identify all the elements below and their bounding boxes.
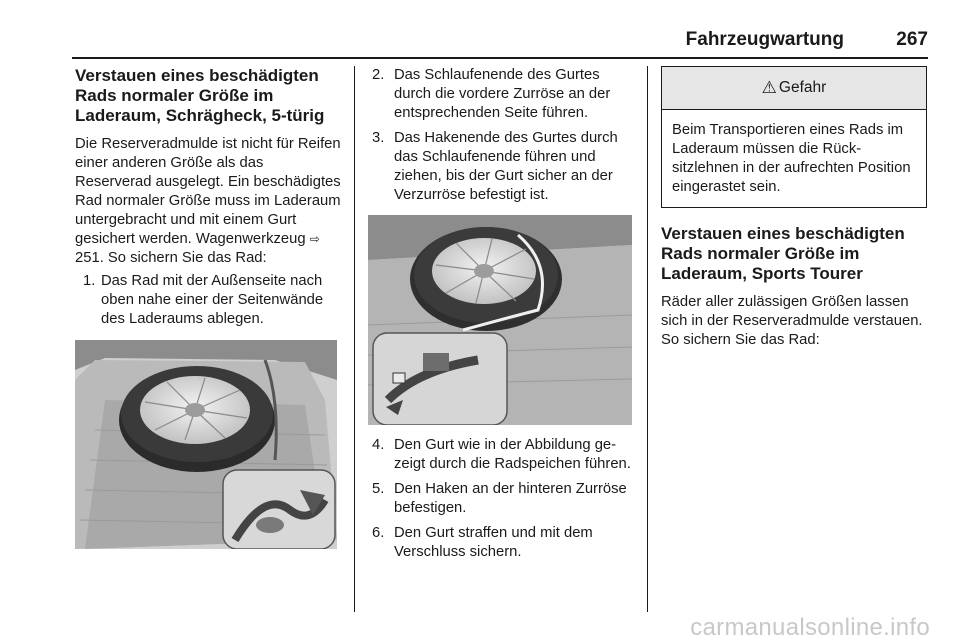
section-heading-sports-tourer: Verstauen eines beschädigten Rads normaler Größe im Laderaum, Sports Tourer — [661, 224, 905, 283]
list-item: 1. Das Rad mit der Außenseite nach oben nahe einer der Seitenwände des Laderaums ablegen. — [83, 273, 324, 327]
steps-list-2 — [368, 66, 634, 205]
page-reference-arrow-icon: ⇨ — [309, 232, 320, 246]
column-3 — [661, 66, 927, 350]
figure-strap-through-eyelet — [368, 215, 632, 425]
column-divider-2 — [647, 66, 648, 612]
section-heading-hatchback: Verstauen eines beschädigten Rads normaler Größe im Laderaum, Schrägheck, 5-türig — [75, 66, 325, 125]
steps-list-1 — [75, 272, 341, 329]
danger-title: Gefahr — [778, 79, 827, 96]
list-item: 3. Das Hakenende des Gurtes durch das Schlaufenende führen und ziehen, bis der Gurt sicher an der Verzurröse befestigt ist. — [372, 130, 618, 203]
list-item: 6. Den Gurt straffen und mit dem Verschluss sichern. — [372, 525, 593, 560]
page-number: 267 — [896, 29, 928, 50]
warning-triangle-icon: ⚠ — [761, 78, 777, 97]
danger-box — [661, 66, 927, 208]
figure-wheel-in-trunk-hatchback — [75, 340, 337, 549]
danger-box-header — [662, 67, 926, 110]
strap-eyelet-illustration — [368, 215, 632, 425]
column-2 — [368, 66, 634, 562]
column-1 — [75, 66, 341, 549]
intro-paragraph: Die Reserveradmulde ist nicht für Reifen einer anderen Größe als das Reserverad ausgelegt. Ein beschädigtes Rad normaler Größe muss im Laderaum untergebracht und mit einem Gurt gesichert werden. Wagenwerkzeug ⇨ 251. So sichern Sie das Rad: — [75, 136, 341, 266]
sports-tourer-paragraph: Räder aller zulässigen Größen lassen sich in der Reserveradmulde verstauen. So sichern Sie das Rad: — [661, 294, 923, 348]
page-header — [72, 27, 928, 57]
chapter-title: Fahrzeugwartung — [685, 29, 844, 50]
column-divider-1 — [354, 66, 355, 612]
steps-list-3 — [368, 436, 634, 562]
danger-text: Beim Transportieren eines Rads im Laderaum müssen die Rücksitzlehnen in der aufrechten Position eingerastet sein. — [672, 122, 911, 195]
header-rule — [72, 57, 928, 59]
watermark: carmanualsonline.info — [690, 614, 930, 641]
wheel-in-trunk-illustration — [75, 340, 337, 549]
list-item: 2. Das Schlaufenende des Gurtes durch die vordere Zurröse an der entsprechenden Seite führen. — [372, 67, 611, 121]
list-item: 4. Den Gurt wie in der Abbildung gezeigt durch die Radspeichen führen. — [372, 437, 631, 472]
list-item: 5. Den Haken an der hinteren Zurröse befestigen. — [372, 481, 627, 516]
